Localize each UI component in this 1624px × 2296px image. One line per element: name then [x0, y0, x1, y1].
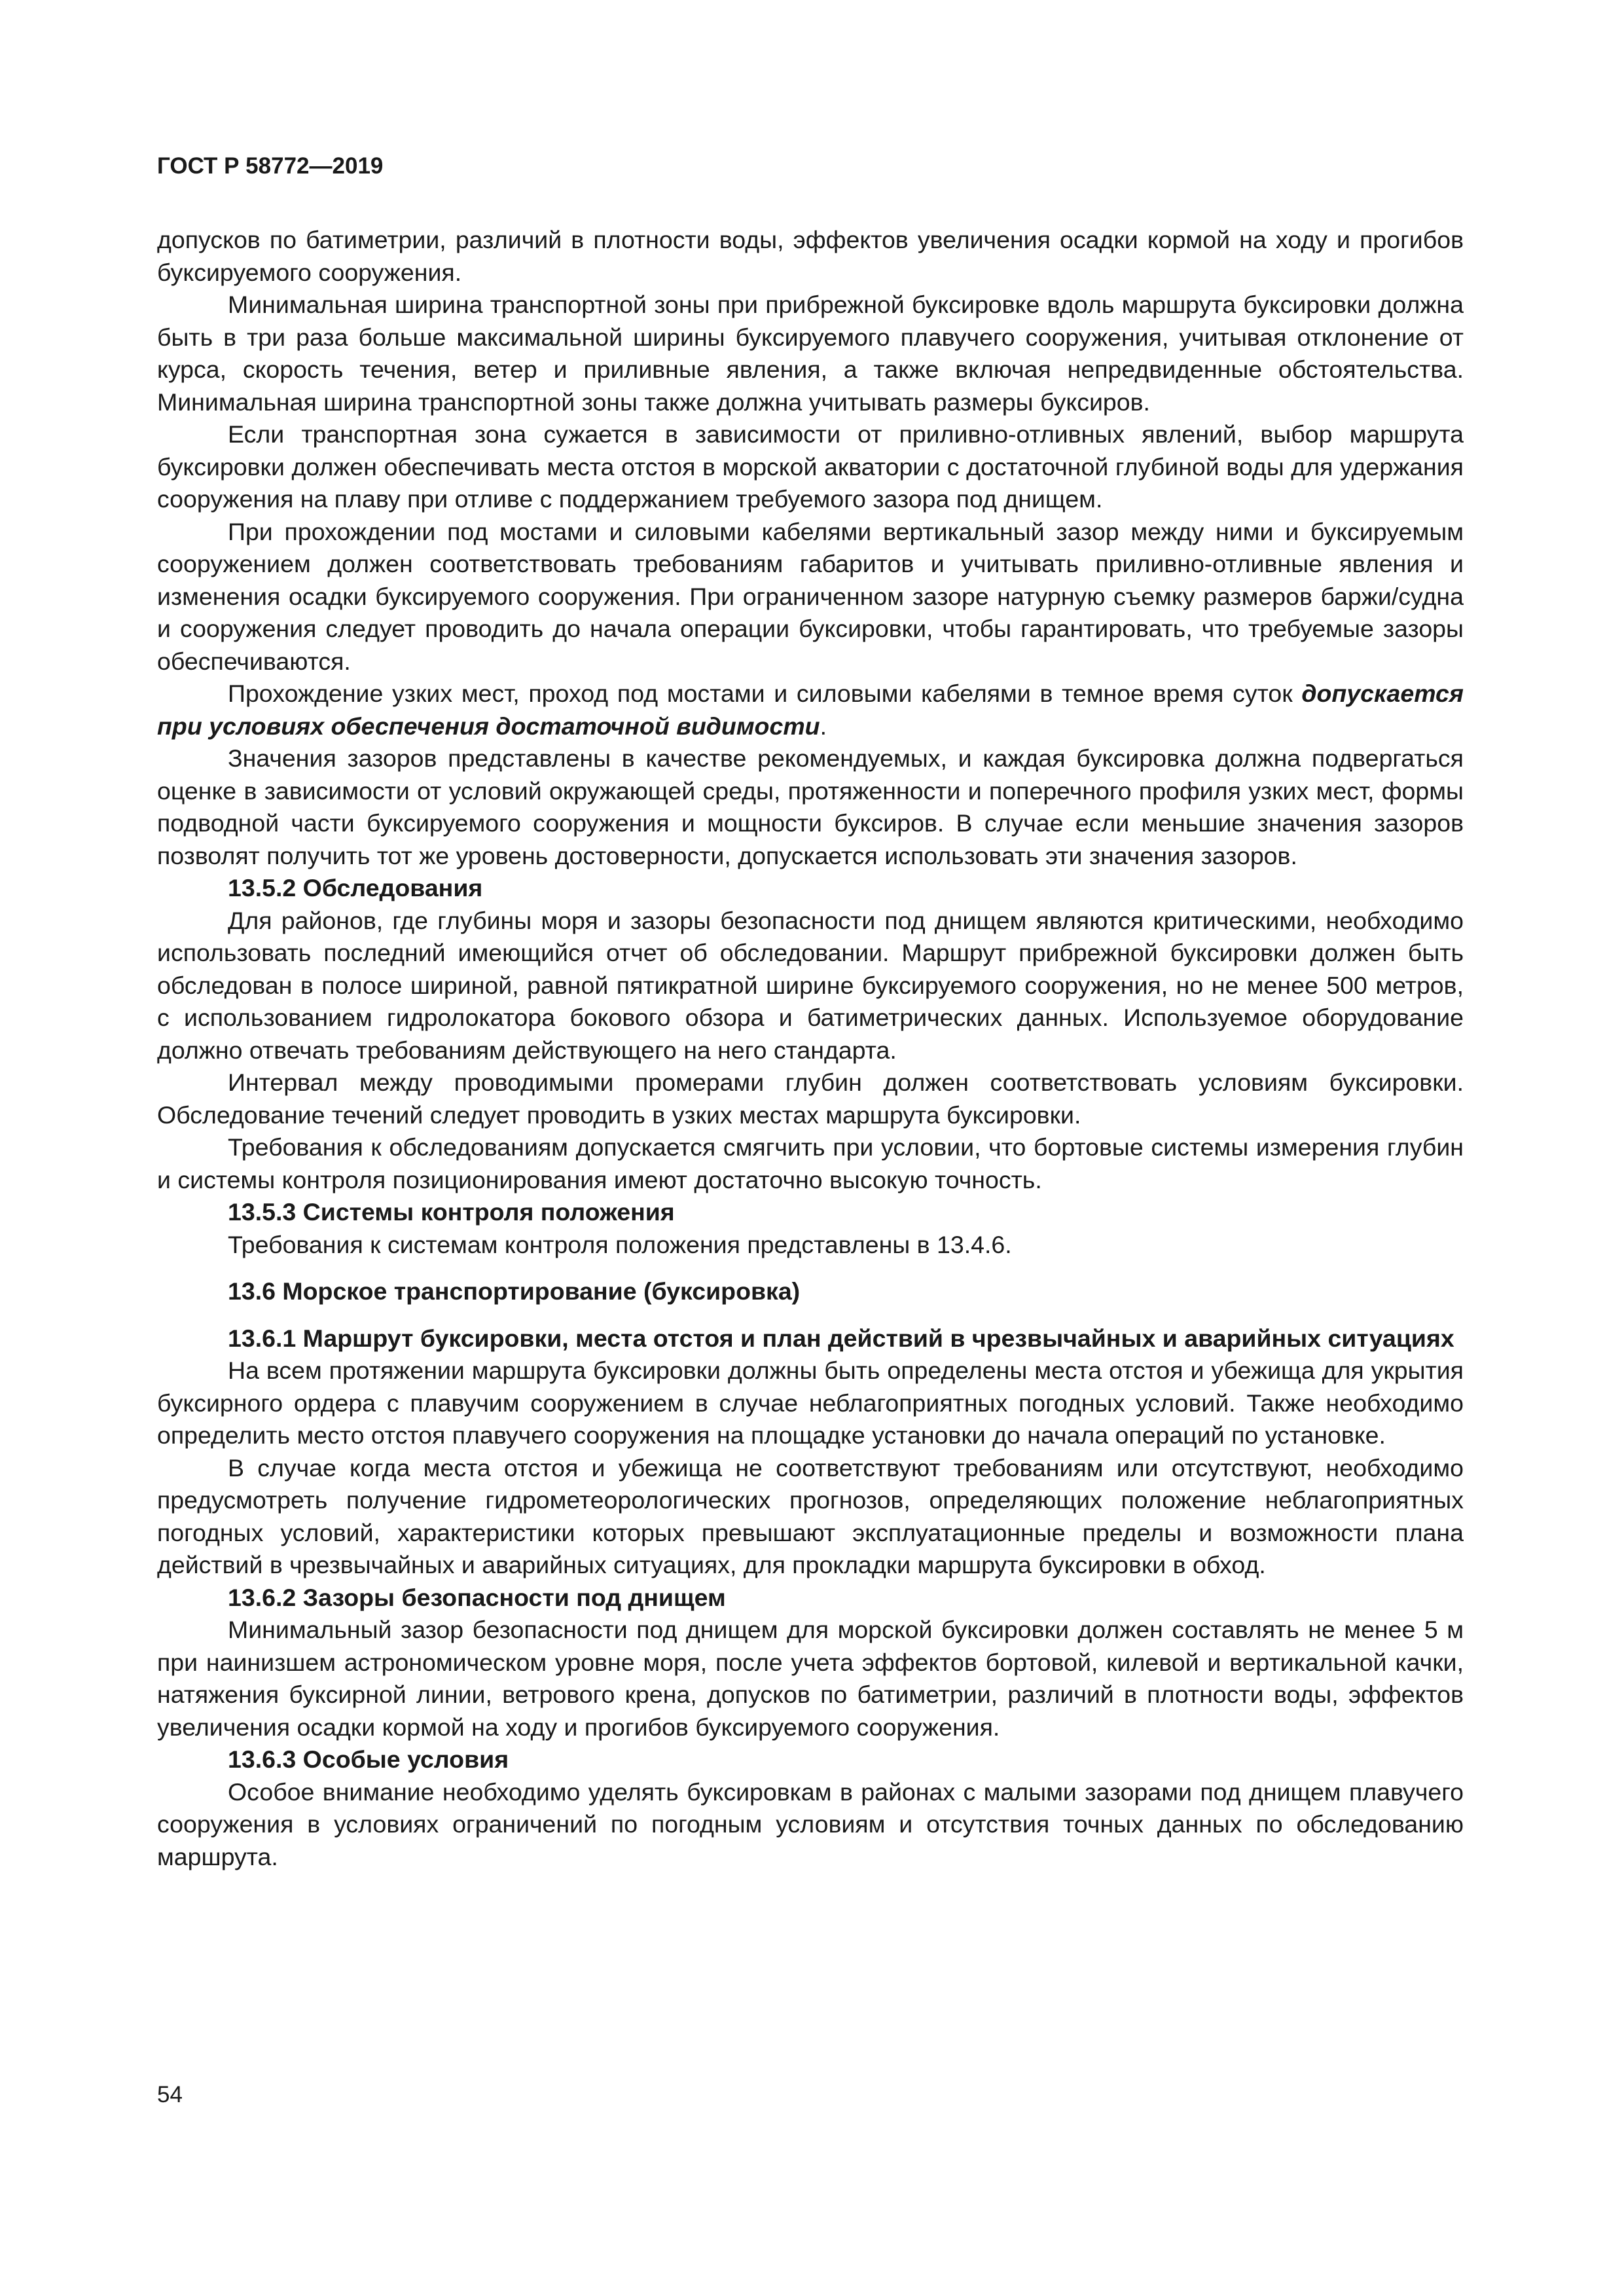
paragraph-route-1: На всем протяжении маршрута буксировки должны быть определены места отстоя и убежища для укрытия буксирного ордера с плавучим сооружением в случае неблагоприятных погодных условий. Также необходимо определить место отстоя плавучего сооружения на площадке установки до начала операций по установке.	[157, 1357, 1464, 1449]
night-passage-emphasis: допускается при условиях обеспечения достаточной видимости	[157, 680, 1464, 740]
paragraph-surveys-1: Для районов, где глубины моря и зазоры безопасности под днищем являются критическими, необходимо использовать последний имеющийся отчет об обследовании. Маршрут прибрежной буксировки должен быть обследован в полосе шириной, равной пятикратной ширине буксируемого сооружения, но не менее 500 метров, с использованием гидролокатора бокового обзора и батиметрических данных. Используемое оборудование должно отвечать требованиям действующего на него стандарта.	[157, 906, 1464, 1064]
document-page	[157, 152, 1464, 1873]
section-heading-13-6-2: 13.6.2 Зазоры безопасности под днищем	[228, 1583, 726, 1611]
night-passage-text: Прохождение узких мест, проход под мостами и силовыми кабелями в темное время суток	[228, 680, 1302, 707]
paragraph-special-conditions: Особое внимание необходимо уделять буксировкам в районах с малыми зазорами под днищем плавучего сооружения в условиях ограничений по погодным условиям и отсутствия точных данных по обследованию маршрута.	[157, 1777, 1464, 1870]
night-passage-end: .	[820, 712, 827, 740]
paragraph-position-control: Требования к системам контроля положения представлены в 13.4.6.	[228, 1230, 1012, 1258]
paragraph-night-passage	[157, 678, 1464, 742]
paragraph-surveys-2: Интервал между проводимыми промерами глубин должен соответствовать условиям буксировки. Обследование течений следует проводить в узких местах маршрута буксировки.	[157, 1068, 1464, 1129]
paragraph-min-width: Минимальная ширина транспортной зоны при прибрежной буксировке вдоль маршрута буксировки должна быть в три раза больше максимальной ширины буксируемого плавучего сооружения, учитывая отклонение от курса, скорость течения, ветер и приливные явления, а также включая непредвиденные обстоятельства. Минимальная ширина транспортной зоны также должна учитывать размеры буксиров.	[157, 291, 1464, 416]
paragraph-clearances: Значения зазоров представлены в качестве рекомендуемых, и каждая буксировка должна подвергаться оценке в зависимости от условий окружающей среды, протяженности и поперечного профиля узких мест, формы подводной части буксируемого сооружения и мощности буксиров. В случае если меньшие значения зазоров позволят получить тот же уровень достоверности, допускается использовать эти значения зазоров.	[157, 744, 1464, 869]
section-heading-13-6: 13.6 Морское транспортирование (буксировка)	[228, 1277, 801, 1305]
paragraph-under-keel-clearance: Минимальный зазор безопасности под днищем для морской буксировки должен составлять не менее 5 м при наинизшем астрономическом уровне моря, после учета эффектов бортовой, килевой и вертикальной качки, натяжения буксирной линии, ветрового крена, допусков по батиметрии, различий в плотности воды, эффектов увеличения осадки кормой на ходу и прогибов буксируемого сооружения.	[157, 1616, 1464, 1741]
paragraph-route-2: В случае когда места отстоя и убежища не соответствуют требованиям или отсутствуют, необходимо предусмотреть получение гидрометеорологических прогнозов, определяющих положение неблагоприятных погодных условий, характеристики которых превышают эксплуатационные пределы и возможности плана действий в чрезвычайных и аварийных ситуациях, для прокладки маршрута буксировки в обход.	[157, 1453, 1464, 1578]
paragraph-bridges: При прохождении под мостами и силовыми кабелями вертикальный зазор между ними и буксируемым сооружением должен соответствовать требованиям габаритов и учитывать приливно-отливные явления и изменения осадки буксируемого сооружения. При ограниченном зазоре натурную съемку размеров баржи/судна и сооружения следует проводить до начала операции буксировки, чтобы гарантировать, что требуемые зазоры обеспечиваются.	[157, 517, 1464, 675]
paragraph-surveys-3: Требования к обследованиям допускается смягчить при условии, что бортовые системы измерения глубин и системы контроля позиционирования имеют достаточно высокую точность.	[157, 1133, 1464, 1194]
page-number: 54	[157, 2082, 183, 2107]
document-header-code: ГОСТ Р 58772—2019	[157, 153, 384, 179]
section-heading-13-5-2: 13.5.2 Обследования	[228, 874, 483, 902]
section-heading-13-6-1: 13.6.1 Маршрут буксировки, места отстоя и план действий в чрезвычайных и аварийных ситуациях	[228, 1324, 1454, 1352]
section-heading-13-6-3: 13.6.3 Особые условия	[228, 1745, 509, 1773]
paragraph-narrowing: Если транспортная зона сужается в зависимости от приливно-отливных явлений, выбор маршрута буксировки должен обеспечивать места отстоя в морской акватории с достаточной глубиной воды для удержания сооружения на плаву при отливе с поддержанием требуемого зазора под днищем.	[157, 420, 1464, 513]
paragraph-continued: допусков по батиметрии, различий в плотности воды, эффектов увеличения осадки кормой на ходу и прогибов буксируемого сооружения.	[157, 226, 1464, 286]
section-heading-13-5-3: 13.5.3 Системы контроля положения	[228, 1198, 675, 1226]
